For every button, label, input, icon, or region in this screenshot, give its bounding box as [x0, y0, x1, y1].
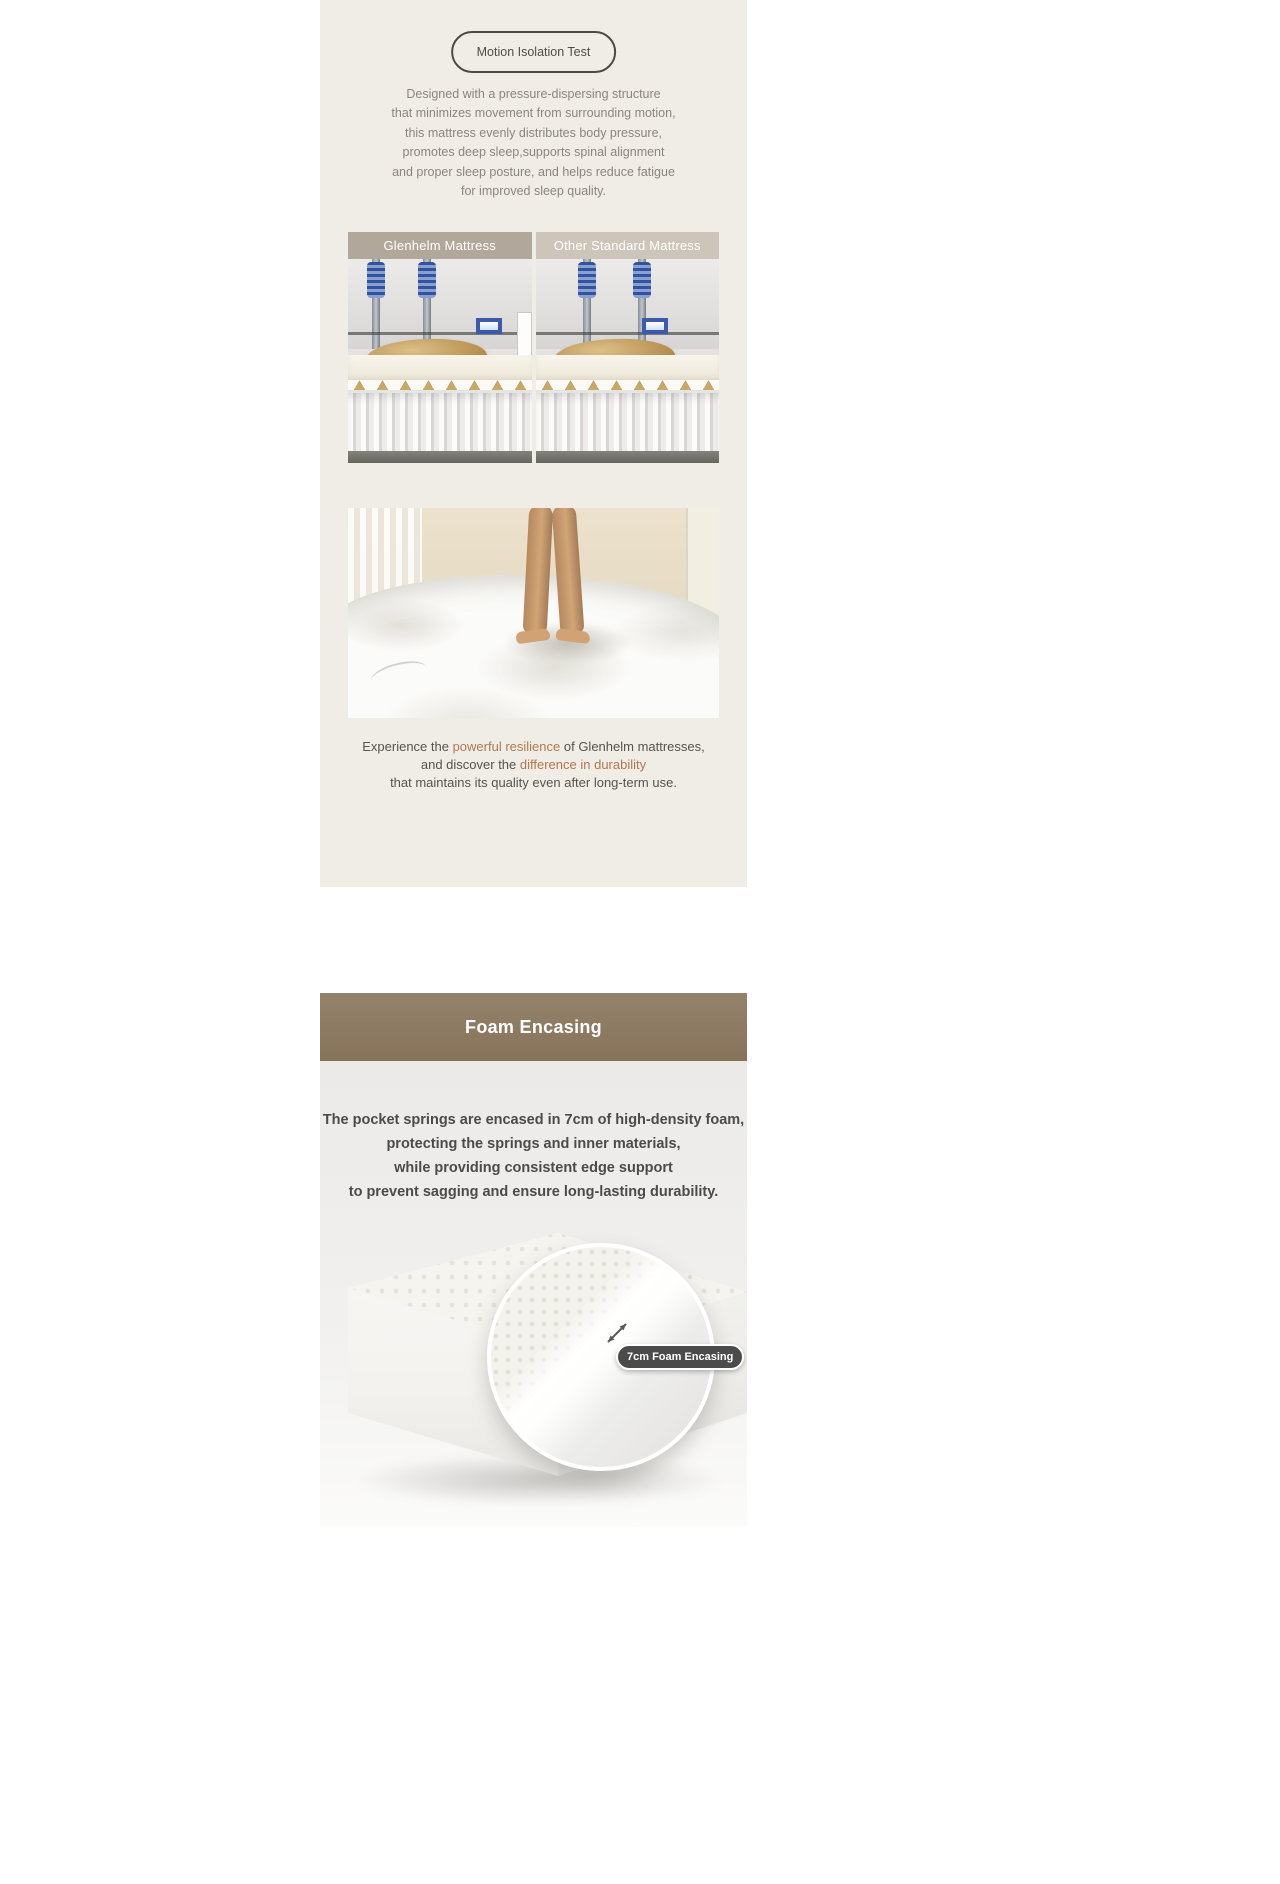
description-line: The pocket springs are encased in 7cm of high-density foam, [322, 1112, 745, 1128]
photo-machine-spring [418, 262, 436, 298]
photo-tassel-trim [536, 380, 720, 390]
photo-machine-spring [633, 262, 651, 298]
caption-line [320, 738, 747, 756]
caption-text: of Glenhelm mattresses, [560, 739, 705, 754]
motion-test-photo-glenhelm [348, 259, 532, 463]
description-line: Designed with a pressure-dispersing structure [406, 87, 661, 101]
photo-bed-skirt [348, 391, 532, 451]
photo-control-box [476, 318, 502, 334]
comparison-images [348, 232, 719, 463]
comparison-left [348, 232, 532, 463]
caption-highlight: difference in durability [519, 756, 647, 772]
photo-machine-beam [348, 332, 532, 335]
foam-callout-badge: 7cm Foam Encasing [616, 1344, 744, 1370]
photo-bed-skirt [536, 391, 720, 451]
photo-tassel-trim [348, 380, 532, 390]
foam-encasing-body [320, 1061, 747, 1527]
photo-control-box [642, 318, 668, 334]
photo-mattress-top [348, 355, 532, 382]
comparison-right-label: Other Standard Mattress [536, 232, 720, 259]
description-line: this mattress evenly distributes body pressure, [404, 125, 663, 140]
photo-machine-beam [536, 332, 720, 335]
comparison-right [536, 232, 720, 463]
description-line: while providing consistent edge support [394, 1160, 673, 1176]
description-line: to prevent sagging and ensure long-lasting durability. [348, 1184, 719, 1200]
photo-machine-spring [367, 262, 385, 298]
photo-floor [348, 451, 532, 463]
caption-text: Experience the [362, 739, 453, 754]
thickness-arrow-icon [603, 1319, 631, 1347]
photo-floor [536, 451, 720, 463]
motion-test-photo-standard [536, 259, 720, 463]
photo-mattress-top [536, 355, 720, 382]
caption-highlight: powerful resilience [452, 739, 561, 754]
durability-photo [348, 508, 719, 718]
section-badge: Motion Isolation Test [451, 31, 617, 73]
motion-isolation-section [320, 0, 747, 887]
photo-machine-spring [578, 262, 596, 298]
description-line: promotes deep sleep,supports spinal alignment [402, 145, 665, 160]
description-line: that minimizes movement from surrounding motion, [391, 106, 676, 121]
section-description [320, 85, 747, 201]
foam-description [320, 1108, 747, 1204]
caption-text: and discover the [420, 756, 520, 772]
photo-monitor [517, 312, 532, 356]
description-line: for improved sleep quality. [461, 184, 606, 199]
description-line: protecting the springs and inner materials, [386, 1136, 681, 1152]
section-header: Foam Encasing [320, 993, 747, 1061]
caption-line [320, 756, 747, 774]
description-line: and proper sleep posture, and helps reduce fatigue [392, 164, 675, 179]
caption-line: that maintains its quality even after long-term use. [390, 774, 677, 790]
foam-encasing-section [320, 993, 747, 1527]
resilience-caption [320, 738, 747, 791]
comparison-left-label: Glenhelm Mattress [348, 232, 532, 259]
